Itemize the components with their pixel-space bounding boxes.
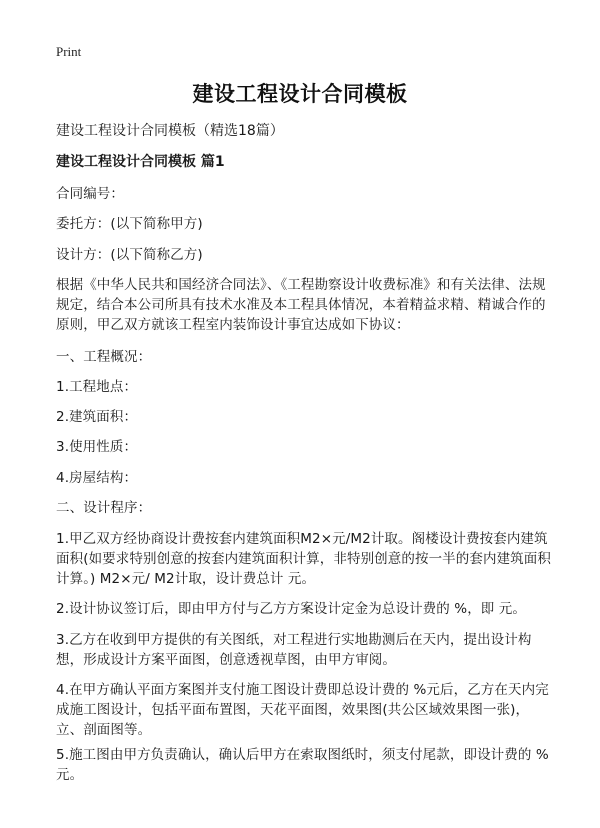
section-project-overview: 一、工程概况： — [56, 349, 152, 365]
print-link[interactable]: Print — [56, 44, 82, 59]
procedure-item-1: 1.甲乙双方经协商设计费按套内建筑面积M2×元/M2计取。阁楼设计费按套内建筑面积(如要求特别创意的按套内建筑面积计算，非特别创意的按一半的套内建筑面积计算。) M2×元/ M2计取，设计费总计 元。 — [56, 531, 551, 587]
building-structure-line: 4.房屋结构： — [56, 470, 138, 486]
procedure-item-5: 5.施工图由甲方负责确认，确认后甲方在索取图纸时，须支付尾款，即设计费的 %元。 — [56, 747, 549, 783]
procedure-item-3: 3.乙方在收到甲方提供的有关图纸，对工程进行实地勘测后在天内，提出设计构想，形成设计方案平面图，创意透视草图，由甲方审阅。 — [56, 632, 532, 668]
section-design-procedure: 二、设计程序： — [56, 500, 152, 516]
designer-party-line: 设计方：(以下简称乙方) — [56, 247, 203, 263]
document-title: 建设工程设计合同模板 — [192, 82, 408, 106]
usage-nature-line: 3.使用性质： — [56, 439, 138, 455]
document-subtitle: 建设工程设计合同模板（精选18篇） — [56, 123, 284, 139]
contract-number-line: 合同编号： — [56, 186, 124, 202]
project-location-line: 1.工程地点： — [56, 379, 138, 395]
procedure-item-4: 4.在甲方确认平面方案图并支付施工图设计费即总设计费的 %元后，乙方在天内完成施工图设计，包括平面布置图，天花平面图，效果图(共公区域效果图一张)，立、剖面图等。 — [56, 682, 549, 738]
procedure-item-2: 2.设计协议签订后，即由甲方付与乙方方案设计定金为总设计费的 %，即 元。 — [56, 601, 526, 617]
preamble-paragraph: 根据《中华人民共和国经济合同法》、《工程勘察设计收费标准》和有关法律、法规规定，结合本公司所具有技术水准及本工程具体情况，本着精益求精、精诚合作的原则，甲乙双方就该工程室内装饰设计事宜达成如下协议： — [56, 277, 546, 333]
client-party-line: 委托方：(以下简称甲方) — [56, 216, 203, 232]
building-area-line: 2.建筑面积： — [56, 409, 138, 425]
section-heading: 建设工程设计合同模板 篇1 — [56, 154, 225, 170]
